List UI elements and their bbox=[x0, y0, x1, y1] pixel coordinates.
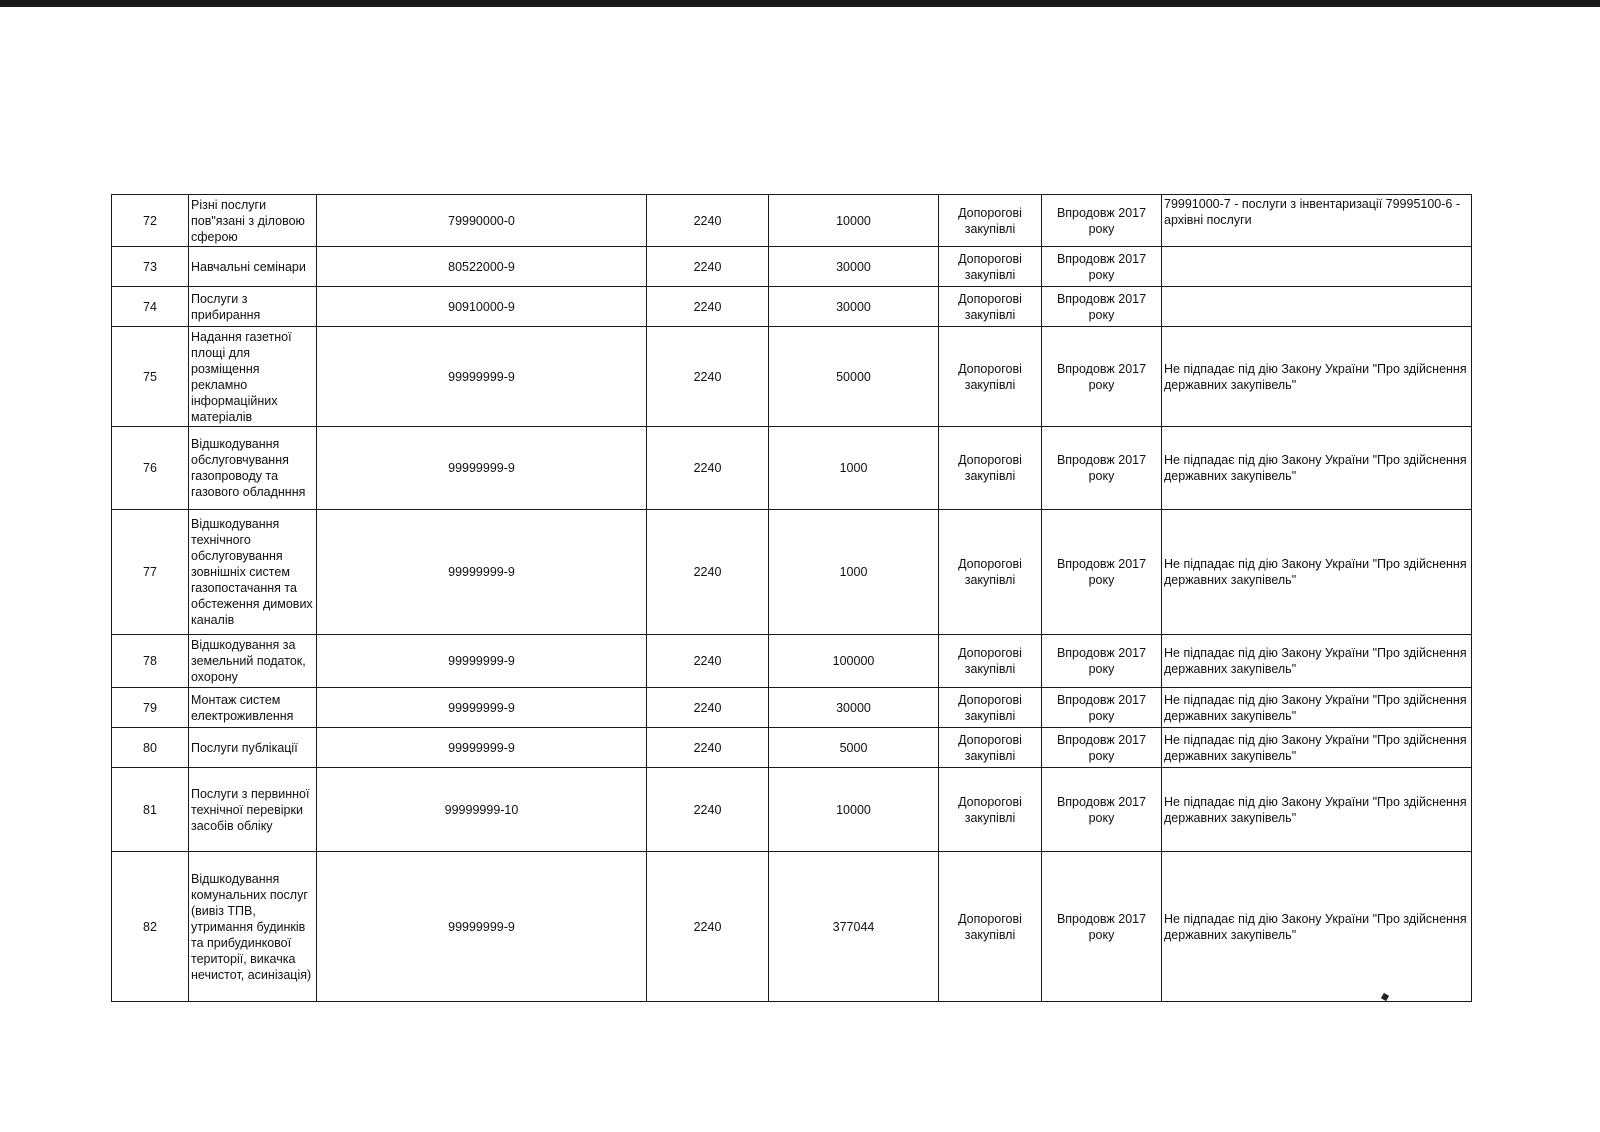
procedure-type-cell: Допорогові закупівлі bbox=[939, 195, 1042, 247]
note-cell bbox=[1162, 247, 1472, 287]
kekv-code-cell: 2240 bbox=[647, 768, 769, 852]
note-cell bbox=[1162, 287, 1472, 327]
expected-cost-cell: 10000 bbox=[769, 195, 939, 247]
expected-cost-cell: 100000 bbox=[769, 635, 939, 688]
procurement-period-cell: Впродовж 2017 року bbox=[1042, 287, 1162, 327]
kekv-code-cell: 2240 bbox=[647, 728, 769, 768]
expected-cost-cell: 30000 bbox=[769, 688, 939, 728]
expected-cost-cell: 377044 bbox=[769, 852, 939, 1002]
kekv-code-cell: 2240 bbox=[647, 635, 769, 688]
procedure-type-cell: Допорогові закупівлі bbox=[939, 768, 1042, 852]
procedure-type-cell: Допорогові закупівлі bbox=[939, 728, 1042, 768]
item-name-cell: Відшкодування технічного обслуговування зовнішніх систем газопостачання та обстеження димових каналів bbox=[189, 510, 317, 635]
cpv-code-cell: 90910000-9 bbox=[317, 287, 647, 327]
kekv-code-cell: 2240 bbox=[647, 287, 769, 327]
row-number-cell: 81 bbox=[112, 768, 189, 852]
procurement-period-cell: Впродовж 2017 року bbox=[1042, 768, 1162, 852]
table-row bbox=[112, 195, 1472, 247]
table-row bbox=[112, 635, 1472, 688]
kekv-code-cell: 2240 bbox=[647, 195, 769, 247]
item-name-cell: Послуги з прибирання bbox=[189, 287, 317, 327]
note-cell: Не підпадає під дію Закону України "Про здійснення державних закупівель" bbox=[1162, 510, 1472, 635]
row-number-cell: 74 bbox=[112, 287, 189, 327]
row-number-cell: 80 bbox=[112, 728, 189, 768]
cpv-code-cell: 99999999-9 bbox=[317, 427, 647, 510]
procurement-table bbox=[111, 194, 1472, 1002]
expected-cost-cell: 1000 bbox=[769, 510, 939, 635]
item-name-cell: Надання газетної площі для розміщення рекламно інформаційних матеріалів bbox=[189, 327, 317, 427]
kekv-code-cell: 2240 bbox=[647, 510, 769, 635]
table-row bbox=[112, 427, 1472, 510]
procedure-type-cell: Допорогові закупівлі bbox=[939, 427, 1042, 510]
table-row bbox=[112, 287, 1472, 327]
procurement-period-cell: Впродовж 2017 року bbox=[1042, 510, 1162, 635]
note-cell: Не підпадає під дію Закону України "Про здійснення державних закупівель" bbox=[1162, 635, 1472, 688]
cpv-code-cell: 99999999-10 bbox=[317, 768, 647, 852]
row-number-cell: 76 bbox=[112, 427, 189, 510]
table-row bbox=[112, 510, 1472, 635]
cpv-code-cell: 99999999-9 bbox=[317, 635, 647, 688]
table-row bbox=[112, 768, 1472, 852]
item-name-cell: Монтаж систем електроживлення bbox=[189, 688, 317, 728]
item-name-cell: Відшкодування комунальних послуг (вивіз ТПВ, утримання будинків та прибудинкової території, викачка нечистот, асинізація) bbox=[189, 852, 317, 1002]
expected-cost-cell: 50000 bbox=[769, 327, 939, 427]
cpv-code-cell: 99999999-9 bbox=[317, 728, 647, 768]
item-name-cell: Різні послуги пов"язані з діловою сферою bbox=[189, 195, 317, 247]
row-number-cell: 79 bbox=[112, 688, 189, 728]
procurement-period-cell: Впродовж 2017 року bbox=[1042, 635, 1162, 688]
kekv-code-cell: 2240 bbox=[647, 247, 769, 287]
row-number-cell: 82 bbox=[112, 852, 189, 1002]
expected-cost-cell: 10000 bbox=[769, 768, 939, 852]
expected-cost-cell: 30000 bbox=[769, 287, 939, 327]
row-number-cell: 73 bbox=[112, 247, 189, 287]
cpv-code-cell: 99999999-9 bbox=[317, 327, 647, 427]
note-cell: Не підпадає під дію Закону України "Про здійснення державних закупівель" bbox=[1162, 768, 1472, 852]
procedure-type-cell: Допорогові закупівлі bbox=[939, 327, 1042, 427]
row-number-cell: 78 bbox=[112, 635, 189, 688]
note-cell: 79991000-7 - послуги з інвентаризації 79995100-6 - архівні послуги bbox=[1162, 195, 1472, 247]
table-row bbox=[112, 688, 1472, 728]
note-cell: Не підпадає під дію Закону України "Про здійснення державних закупівель" bbox=[1162, 688, 1472, 728]
table-row bbox=[112, 852, 1472, 1002]
procurement-period-cell: Впродовж 2017 року bbox=[1042, 195, 1162, 247]
procedure-type-cell: Допорогові закупівлі bbox=[939, 287, 1042, 327]
table-row bbox=[112, 728, 1472, 768]
note-cell: Не підпадає під дію Закону України "Про здійснення державних закупівель" bbox=[1162, 427, 1472, 510]
expected-cost-cell: 30000 bbox=[769, 247, 939, 287]
cpv-code-cell: 99999999-9 bbox=[317, 852, 647, 1002]
cpv-code-cell: 99999999-9 bbox=[317, 510, 647, 635]
procurement-period-cell: Впродовж 2017 року bbox=[1042, 247, 1162, 287]
row-number-cell: 72 bbox=[112, 195, 189, 247]
procedure-type-cell: Допорогові закупівлі bbox=[939, 852, 1042, 1002]
cpv-code-cell: 79990000-0 bbox=[317, 195, 647, 247]
procurement-period-cell: Впродовж 2017 року bbox=[1042, 728, 1162, 768]
table-row bbox=[112, 247, 1472, 287]
procurement-period-cell: Впродовж 2017 року bbox=[1042, 688, 1162, 728]
procedure-type-cell: Допорогові закупівлі bbox=[939, 247, 1042, 287]
kekv-code-cell: 2240 bbox=[647, 327, 769, 427]
cpv-code-cell: 99999999-9 bbox=[317, 688, 647, 728]
note-cell: Не підпадає під дію Закону України "Про здійснення державних закупівель" bbox=[1162, 852, 1472, 1002]
procurement-period-cell: Впродовж 2017 року bbox=[1042, 327, 1162, 427]
row-number-cell: 75 bbox=[112, 327, 189, 427]
expected-cost-cell: 5000 bbox=[769, 728, 939, 768]
note-cell: Не підпадає під дію Закону України "Про здійснення державних закупівель" bbox=[1162, 327, 1472, 427]
note-cell: Не підпадає під дію Закону України "Про здійснення державних закупівель" bbox=[1162, 728, 1472, 768]
procurement-period-cell: Впродовж 2017 року bbox=[1042, 427, 1162, 510]
item-name-cell: Відшкодування за земельний податок, охорону bbox=[189, 635, 317, 688]
procurement-period-cell: Впродовж 2017 року bbox=[1042, 852, 1162, 1002]
procurement-table-body bbox=[112, 195, 1472, 1002]
expected-cost-cell: 1000 bbox=[769, 427, 939, 510]
item-name-cell: Послуги з первинної технічної перевірки засобів обліку bbox=[189, 768, 317, 852]
item-name-cell: Послуги публікації bbox=[189, 728, 317, 768]
kekv-code-cell: 2240 bbox=[647, 427, 769, 510]
item-name-cell: Навчальні семінари bbox=[189, 247, 317, 287]
procedure-type-cell: Допорогові закупівлі bbox=[939, 510, 1042, 635]
kekv-code-cell: 2240 bbox=[647, 688, 769, 728]
procedure-type-cell: Допорогові закупівлі bbox=[939, 635, 1042, 688]
row-number-cell: 77 bbox=[112, 510, 189, 635]
cpv-code-cell: 80522000-9 bbox=[317, 247, 647, 287]
table-row bbox=[112, 327, 1472, 427]
kekv-code-cell: 2240 bbox=[647, 852, 769, 1002]
item-name-cell: Відшкодування обслуговчування газопроводу та газового обладнння bbox=[189, 427, 317, 510]
scan-top-edge bbox=[0, 0, 1600, 7]
procedure-type-cell: Допорогові закупівлі bbox=[939, 688, 1042, 728]
